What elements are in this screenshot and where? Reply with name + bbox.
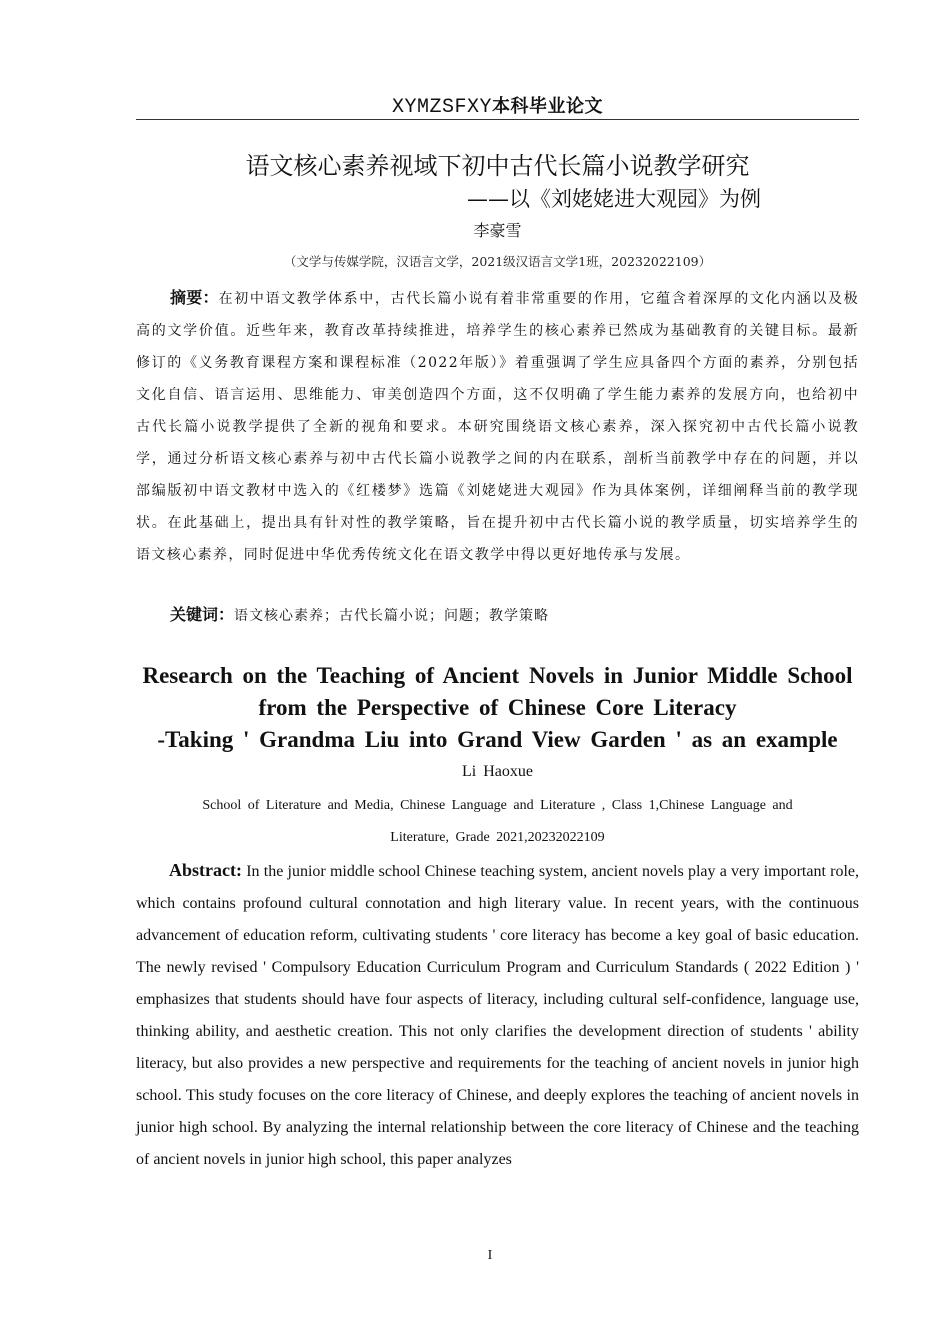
chinese-keywords [170, 600, 859, 631]
header-rule [136, 119, 859, 120]
english-title-line: from the Perspective of Chinese Core Literacy [258, 695, 737, 720]
english-affiliation [136, 790, 859, 854]
english-affiliation-line: Literature, Grade 2021,20232022109 [390, 830, 605, 845]
chinese-abstract [136, 282, 859, 571]
english-abstract-text: In the junior middle school Chinese teaching system, ancient novels play a very important role, which contains profound cultural connotation and high literary value. In recent years, with the continuous advancement of education reform, cultivating students ' core literacy has become a key goal of basic education. The newly revised ' Compulsory Education Curriculum Program and Curriculum Standards ( 2022 Edition ) ' emphasizes that students should have four aspects of literacy, including cultural self-confidence, language use, thinking ability, and aesthetic creation. This not only clarifies the development direction of students ' ability literacy, but also provides a new perspective and requirements for the teaching of ancient novels in junior high school. This study focuses on the core literacy of Chinese, and deeply explores the teaching of ancient novels in junior high school. By analyzing the internal relationship between the core literacy of Chinese and the teaching of ancient novels in junior high school, this paper analyzes [136, 863, 860, 1168]
chinese-abstract-label: 摘要： [170, 288, 219, 307]
page-number: I [487, 1248, 493, 1263]
chinese-keywords-text: 语文核心素养；古代长篇小说；问题；教学策略 [234, 608, 550, 624]
chinese-author: 李豪雪 [473, 221, 522, 240]
page-header [136, 92, 859, 121]
english-author: Li Haoxue [462, 763, 533, 780]
english-abstract [136, 854, 859, 1176]
english-abstract-label: Abstract: [169, 860, 242, 880]
english-affiliation-line: School of Literature and Media, Chinese Language and Literature , Class 1,Chinese Language and [202, 798, 793, 813]
chinese-title: 语文核心素养视域下初中古代长篇小说教学研究 [245, 152, 750, 180]
chinese-subtitle: ——以《刘姥姥进大观园》为例 [467, 187, 761, 211]
english-title-line: Research on the Teaching of Ancient Novels in Junior Middle School [142, 663, 853, 688]
header-label: 本科毕业论文 [492, 96, 603, 117]
chinese-keywords-label: 关键词： [170, 605, 235, 624]
english-title [136, 660, 859, 756]
english-title-line: -Taking ' Grandma Liu into Grand View Garden ' as an example [157, 727, 838, 752]
header-code: XYMZSFXY [391, 96, 492, 119]
chinese-affiliation: （文学与传媒学院，汉语言文学，2021级汉语言文学1班，20232022109） [283, 254, 712, 269]
chinese-abstract-text: 在初中语文教学体系中，古代长篇小说有着非常重要的作用，它蕴含着深厚的文化内涵以及极高的文学价值。近些年来，教育改革持续推进，培养学生的核心素养已然成为基础教育的关键目标。最新修订的《义务教育课程方案和课程标准（2022年版）》着重强调了学生应具备四个方面的素养，分别包括文化自信、语言运用、思维能力、审美创造四个方面，这不仅明确了学生能力素养的发展方向，也给初中古代长篇小说教学提供了全新的视角和要求。本研究围绕语文核心素养，深入探究初中古代长篇小说教学，通过分析语文核心素养与初中古代长篇小说教学之间的内在联系，剖析当前教学中存在的问题，并以部编版初中语文教材中选入的《红楼梦》选篇《刘姥姥进大观园》作为具体案例，详细阐释当前的教学现状。在此基础上，提出具有针对性的教学策略，旨在提升初中古代长篇小说的教学质量，切实培养学生的语文核心素养，同时促进中华优秀传统文化在语文教学中得以更好地传承与发展。 [136, 291, 859, 563]
